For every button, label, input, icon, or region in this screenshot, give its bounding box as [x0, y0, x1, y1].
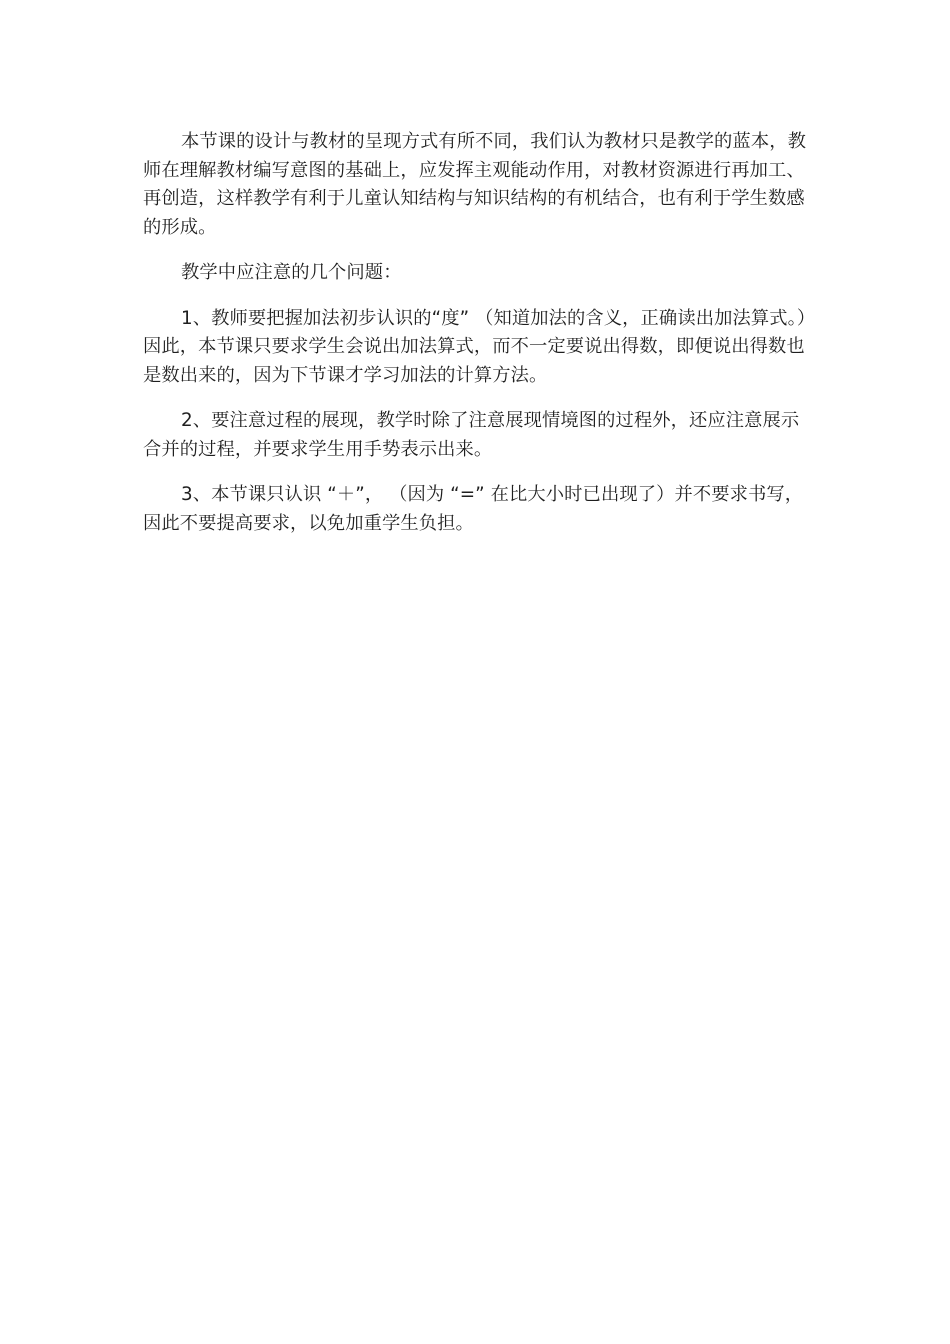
paragraph-issue-3: 3、本节课只认识 “＋”， （因为 “=” 在比大小时已出现了）并不要求书写，因此不要提高要求，以免加重学生负担。 — [143, 484, 804, 534]
paragraph-issue-1: 1、教师要把握加法初步认识的“度” （知道加法的含义，正确读出加法算式。）因此，本节课只要求学生会说出加法算式，而不一定要说出得数，即便说出得数也是数出来的，因为下节课才学习加法的计算方法。 — [143, 307, 807, 386]
paragraph-intro: 本节课的设计与教材的呈现方式有所不同，我们认为教材只是教学的蓝本，教师在理解教材编写意图的基础上，应发挥主观能动作用，对教材资源进行再加工、再创造，这样教学有利于儿童认知结构与知识结构的有机结合，也有利于学生数感的形成。 — [143, 131, 806, 238]
paragraph-heading-issues: 教学中应注意的几个问题： — [181, 262, 402, 283]
document-body — [143, 128, 807, 555]
paragraph-issue-2: 2、要注意过程的展现，教学时除了注意展现情境图的过程外，还应注意展示合并的过程，并要求学生用手势表示出来。 — [143, 410, 800, 460]
